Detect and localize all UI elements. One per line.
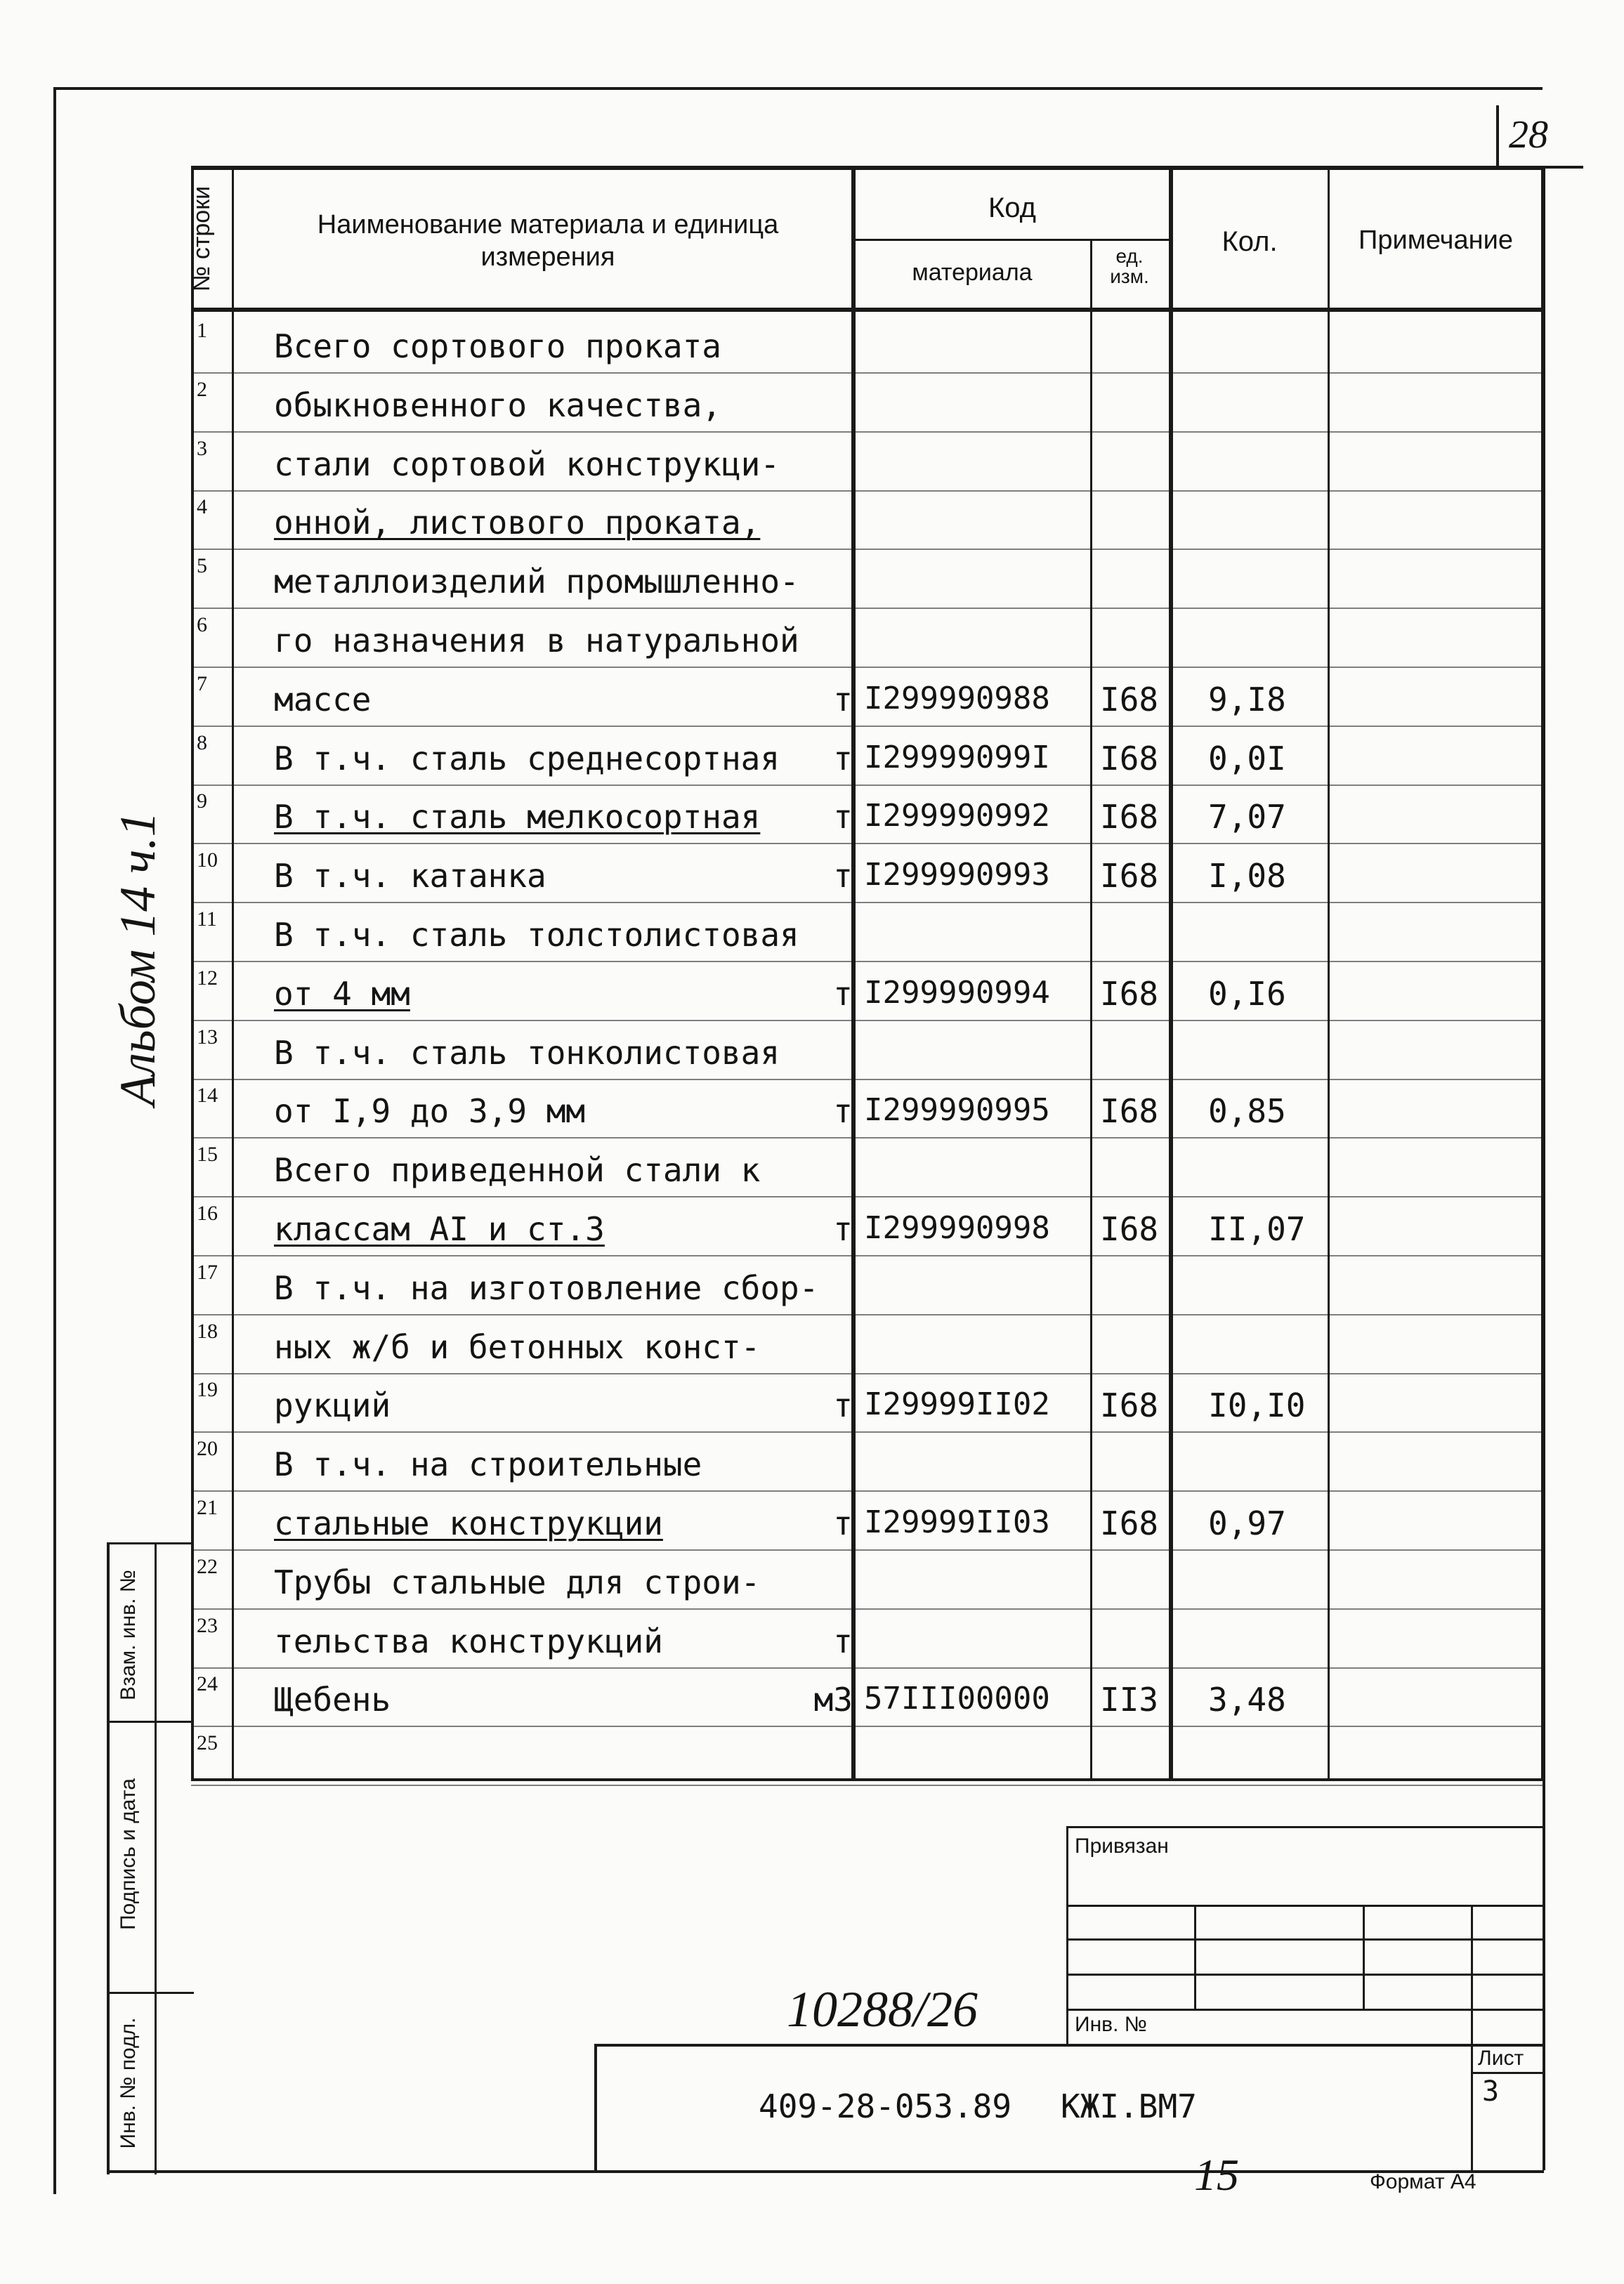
row-name: Всего сортового проката [274, 327, 721, 365]
row-code: I299990998 [864, 1210, 1050, 1246]
table-row [191, 1490, 1545, 1549]
header-code-material: материала [912, 259, 1033, 286]
row-qty: I0,I0 [1208, 1386, 1306, 1424]
row-code: I299990993 [864, 857, 1050, 893]
row-unit-code: I68 [1100, 1504, 1159, 1542]
row-name: Щебень [274, 1681, 391, 1719]
row-number: 1 [197, 319, 207, 342]
code-split-line [854, 239, 1170, 241]
row-unit: т [833, 1622, 853, 1660]
row-code: I299990992 [864, 798, 1050, 834]
row-unit: т [833, 798, 853, 836]
row-qty: 0,97 [1208, 1504, 1286, 1542]
row-name: металлоизделий промышленно- [274, 563, 799, 600]
side-label-inv-podl: Инв. № подл. [117, 2017, 140, 2149]
row-number: 5 [197, 554, 207, 577]
row-name: ных ж/б и бетонных конст- [274, 1328, 761, 1366]
row-name: от 4 мм [274, 975, 410, 1013]
row-number: 14 [197, 1084, 218, 1107]
row-number: 18 [197, 1320, 218, 1343]
row-name: стали сортовой конструкци- [274, 445, 780, 483]
row-code: I299990988 [864, 681, 1050, 716]
album-note: Альбом 14 ч.1 [110, 811, 166, 1106]
row-number: 6 [197, 613, 207, 636]
designation-mark: КЖI.ВМ7 [1061, 2087, 1197, 2125]
row-name: В т.ч. на строительные [274, 1445, 702, 1483]
header-bottom-line [191, 308, 1545, 312]
table-row [191, 667, 1545, 726]
row-number: 8 [197, 731, 207, 754]
row-unit: т [833, 1386, 853, 1424]
sheet-no-hline [1471, 2072, 1544, 2074]
sheet-label: Лист [1478, 2047, 1524, 2070]
row-qty: 0,85 [1208, 1092, 1286, 1130]
row-name: В т.ч. сталь среднесортная [274, 740, 780, 777]
row-number: 19 [197, 1378, 218, 1401]
table-row [191, 1137, 1545, 1196]
row-unit: т [833, 681, 853, 718]
side-label-vzam: Взам. инв. № [117, 1570, 140, 1700]
row-number: 3 [197, 437, 207, 460]
row-number: 25 [197, 1731, 218, 1754]
row-number: 23 [197, 1614, 218, 1637]
row-qty: 7,07 [1208, 798, 1286, 836]
table-row [191, 1372, 1545, 1431]
row-code: I299990994 [864, 975, 1050, 1011]
row-qty: 0,I6 [1208, 975, 1286, 1013]
page-number-box [1496, 105, 1583, 169]
row-name: обыкновенного качества, [274, 386, 721, 424]
table-row [191, 1020, 1545, 1079]
row-name: онной, листового проката, [274, 504, 761, 542]
sheet-no-vline [1471, 2044, 1473, 2170]
row-name: В т.ч. сталь тонколистовая [274, 1034, 780, 1072]
table-row [191, 1196, 1545, 1255]
tb-vline-2 [1363, 1905, 1365, 2009]
row-name: массе [274, 681, 372, 718]
row-number: 7 [197, 672, 207, 695]
row-unit: т [833, 1210, 853, 1248]
row-number: 24 [197, 1672, 218, 1695]
row-unit-code: I68 [1100, 1386, 1159, 1424]
row-unit: т [833, 740, 853, 777]
designation-number: 409-28-053.89 [759, 2087, 1012, 2125]
row-unit-code: II3 [1100, 1681, 1159, 1719]
table-row [191, 313, 1545, 372]
row-number: 15 [197, 1143, 218, 1166]
header-name: Наименование материала и единица измерения [317, 210, 779, 272]
table-row [191, 608, 1545, 667]
row-number: 22 [197, 1555, 218, 1578]
sheet-number: 3 [1482, 2075, 1500, 2108]
side-label-podpis: Подпись и дата [117, 1778, 140, 1930]
row-number: 17 [197, 1261, 218, 1284]
tb-vline-1 [1194, 1905, 1196, 2009]
table-row [191, 490, 1545, 549]
row-unit: т [833, 1092, 853, 1130]
row-name: тельства конструкций [274, 1622, 663, 1660]
row-number: 21 [197, 1496, 218, 1519]
table-row [191, 1549, 1545, 1608]
handwritten-number: 10288/26 [787, 1981, 978, 2037]
format-label: Формат А4 [1370, 2170, 1476, 2193]
header-note: Примечание [1358, 225, 1513, 255]
side-stamp-inner-line [155, 1542, 157, 2174]
row-name: от I,9 до 3,9 мм [274, 1092, 586, 1130]
table-row [191, 1726, 1545, 1785]
table-row [191, 1431, 1545, 1490]
table-row [191, 1314, 1545, 1373]
tb-vline-3 [1471, 1905, 1473, 2044]
header-code-unit: ед. изм. [1110, 245, 1149, 288]
row-name: Всего приведенной стали к [274, 1151, 761, 1189]
row-unit: т [833, 975, 853, 1013]
row-qty: II,07 [1208, 1210, 1306, 1248]
row-name: рукций [274, 1386, 391, 1424]
row-divider [191, 1785, 1545, 1786]
row-code: I299990995 [864, 1092, 1050, 1128]
header-qty: Кол. [1222, 226, 1278, 257]
table-row [191, 902, 1545, 961]
row-number: 4 [197, 495, 207, 518]
bottom-handwritten: 15 [1194, 2150, 1239, 2200]
inv-no-label: Инв. № [1075, 2013, 1147, 2036]
row-name: Трубы стальные для строи- [274, 1563, 761, 1601]
row-unit-code: I68 [1100, 857, 1159, 895]
table-row [191, 961, 1545, 1020]
row-name: классам AI и ст.3 [274, 1210, 605, 1248]
row-name: го назначения в натуральной [274, 622, 799, 659]
row-number: 2 [197, 378, 207, 401]
row-number: 9 [197, 789, 207, 813]
row-number: 11 [197, 907, 217, 931]
row-number: 13 [197, 1025, 218, 1049]
row-number: 12 [197, 966, 218, 990]
table-row [191, 784, 1545, 843]
row-number: 20 [197, 1437, 218, 1460]
privyazan-label: Привязан [1075, 1835, 1169, 1858]
row-code: I29999099I [864, 740, 1050, 775]
table-row [191, 549, 1545, 608]
row-code: 57III00000 [864, 1681, 1050, 1717]
table-row [191, 372, 1545, 431]
page-number: 28 [1509, 113, 1548, 157]
row-name: В т.ч. катанка [274, 857, 546, 895]
row-number: 10 [197, 848, 218, 872]
row-unit: т [833, 1504, 853, 1542]
table-row [191, 1255, 1545, 1314]
table-row [191, 1608, 1545, 1667]
table-row [191, 726, 1545, 785]
row-qty: 3,48 [1208, 1681, 1286, 1719]
row-unit-code: I68 [1100, 681, 1159, 718]
row-unit-code: I68 [1100, 1210, 1159, 1248]
header-row-no: № строки [188, 185, 215, 292]
row-name: В т.ч. сталь толстолистовая [274, 916, 799, 954]
row-unit: м3 [813, 1681, 853, 1719]
row-number: 16 [197, 1202, 218, 1225]
table-row [191, 1667, 1545, 1726]
table-row [191, 431, 1545, 490]
row-qty: I,08 [1208, 857, 1286, 895]
row-unit-code: I68 [1100, 740, 1159, 777]
table-top-line [191, 166, 1545, 170]
row-qty: 9,I8 [1208, 681, 1286, 718]
row-name: стальные конструкции [274, 1504, 663, 1542]
table-row [191, 843, 1545, 902]
row-unit-code: I68 [1100, 975, 1159, 1013]
sheet-bottom-line [107, 2170, 1544, 2173]
row-qty: 0,0I [1208, 740, 1286, 777]
row-name: В т.ч. на изготовление сбор- [274, 1269, 819, 1307]
row-unit: т [833, 857, 853, 895]
header-code: Код [988, 192, 1036, 223]
row-name: В т.ч. сталь мелкосортная [274, 798, 761, 836]
row-unit-code: I68 [1100, 798, 1159, 836]
row-code: I29999II03 [864, 1504, 1050, 1540]
table-row [191, 1078, 1545, 1137]
row-unit-code: I68 [1100, 1092, 1159, 1130]
row-code: I29999II02 [864, 1386, 1050, 1422]
